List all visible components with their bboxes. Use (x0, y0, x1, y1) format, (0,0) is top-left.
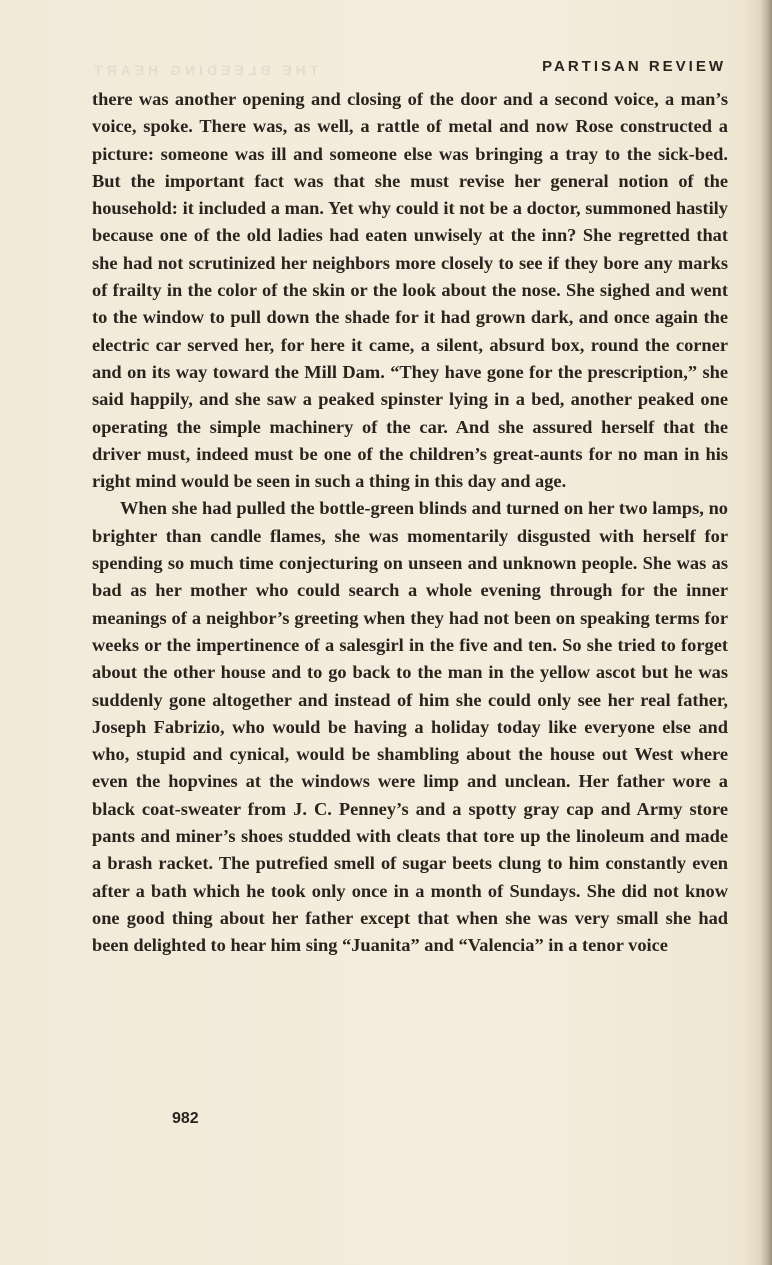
paragraph-2: When she had pulled the bottle-green blinds and turned on her two lamps, no brighter than candle flames, she was momentarily disgusted with herself for spending so much time conjecturing on unseen and unknown people. She was as bad as her mother who could search a whole evening through for the inner meanings of a neighbor’s greeting when they had not been on speaking terms for weeks or the impertinence of a salesgirl in the five and ten. So she tried to forget about the other house and to go back to the man in the yellow ascot but he was suddenly gone altogether and instead of him she could only see her real father, Joseph Fabrizio, who would be having a holiday today like everyone else and who, stupid and cynical, would be shambling about the house out West where even the hopvines at the windows were limp and unclean. Her father wore a black coat-sweater from J. C. Penney’s and a spotty gray cap and Army store pants and miner’s shoes studded with cleats that tore up the linoleum and made a brash racket. The putrefied smell of sugar beets clung to him constantly even after a bath which he took only once in a month of Sundays. She did not know one good thing about her father except that when she was very small she had been delighted to hear him sing “Juanita” and “Valencia” in a tenor voice (92, 498, 728, 956)
bleed-through-running-head: THE BLEEDING HEART (90, 62, 319, 78)
paragraph-1: there was another opening and closing of the door and a second voice, a man’s voice, spoke. There was, as well, a rattle of metal and now Rose constructed a picture: someone was ill and someone else was bringing a tray to the sick-bed. But the important fact was that she must revise her general notion of the household: it included a man. Yet why could it not be a doctor, summoned hastily because one of the old ladies had eaten unwisely at the inn? She regretted that she had not scrutinized her neighbors more closely to see if they bore any marks of frailty in the color of the skin or the look about the nose. She sighed and went to the window to pull down the shade for it had grown dark, and once again the electric car served her, for here it came, a silent, absurd box, round the corner and on its way toward the Mill Dam. “They have gone for the prescription,” she said happily, and she saw a peaked spinster lying in a bed, another peaked one operating the simple machinery of the car. And she assured herself that the driver must, indeed must be one of the children’s great-aunts for no man in his right mind would be seen in such a thing in this day and age. (92, 89, 728, 492)
page-edge-shadow (760, 0, 772, 1265)
page-number: 982 (172, 1110, 199, 1127)
body-text (92, 86, 728, 960)
running-head: PARTISAN REVIEW (542, 58, 726, 75)
